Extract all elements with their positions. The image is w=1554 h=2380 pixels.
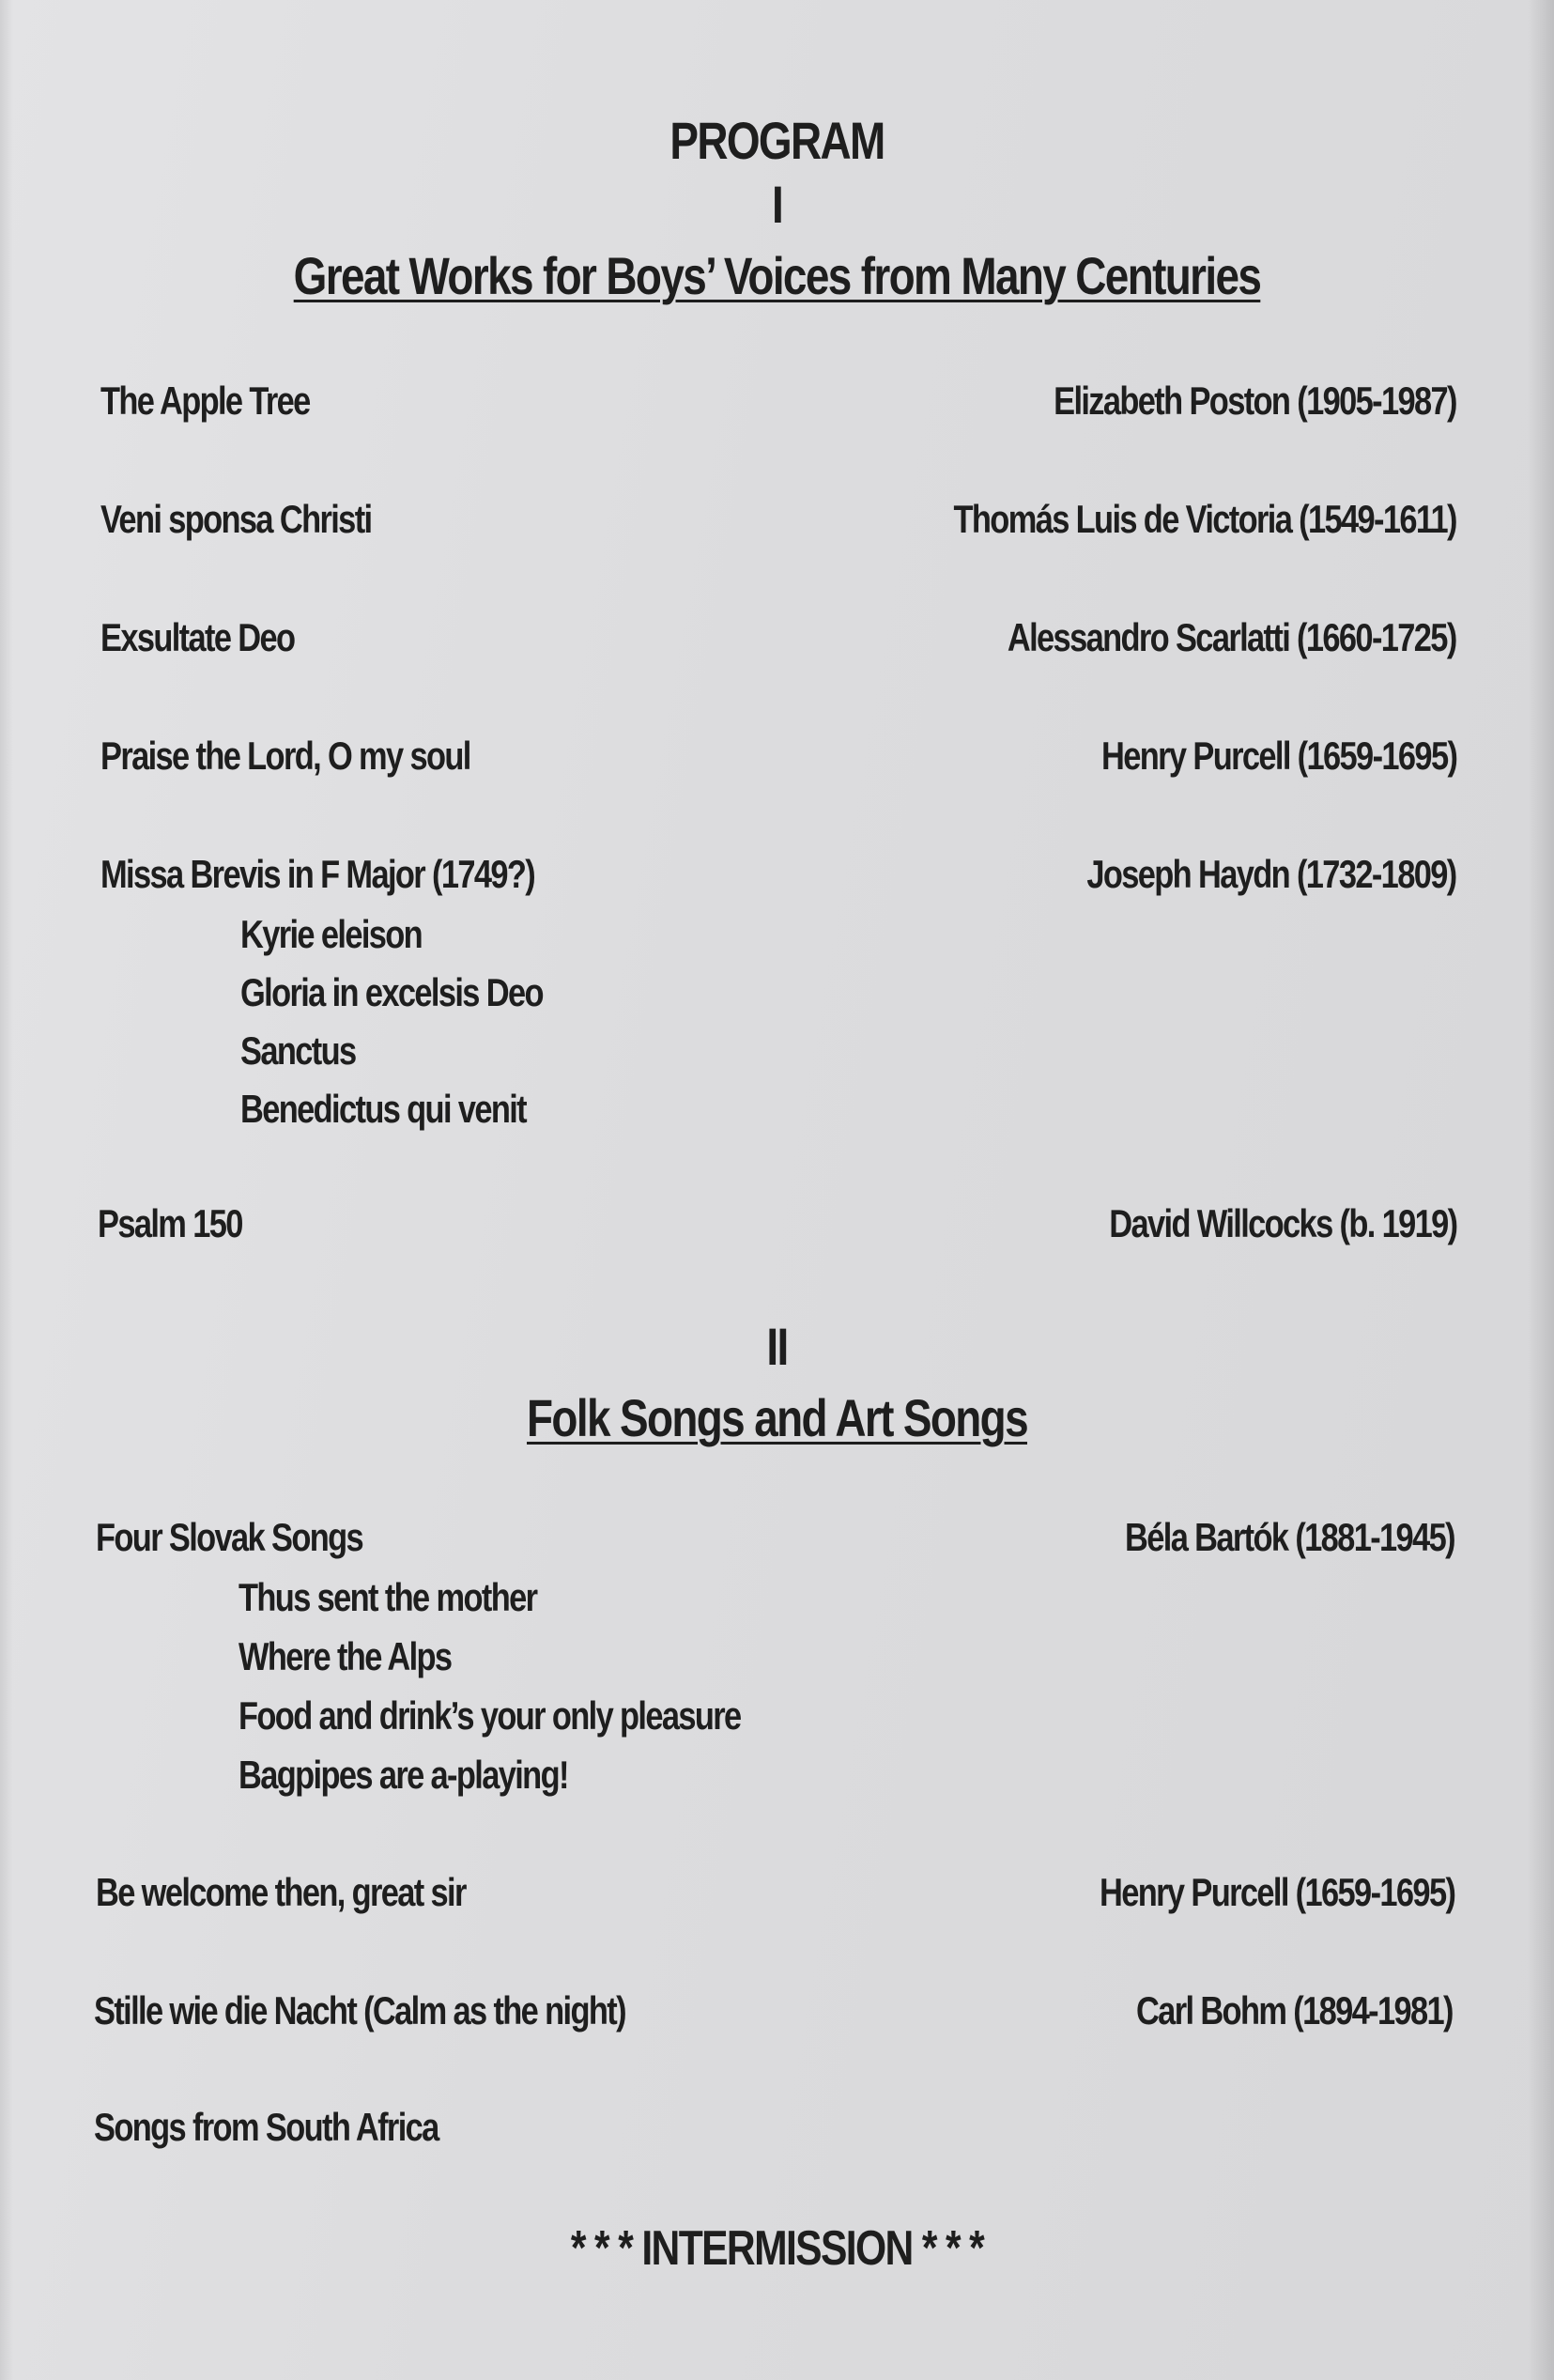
- piece-title: Veni sponsa Christi: [100, 497, 372, 541]
- intermission-label: * * * INTERMISSION * * *: [570, 2221, 984, 2276]
- movement-title: Thus sent the mother: [238, 1575, 537, 1619]
- movement-title: Gloria in excelsis Deo: [240, 970, 543, 1014]
- movement-title: Sanctus: [240, 1028, 356, 1073]
- piece-title: Missa Brevis in F Major (1749?): [100, 852, 535, 896]
- piece-composer: Carl Bohm (1894-1981): [1136, 1988, 1453, 2032]
- piece-title: The Apple Tree: [100, 379, 310, 423]
- paper-fold-shadow: [0, 0, 13, 2380]
- piece-composer: Henry Purcell (1659-1695): [1100, 734, 1456, 778]
- piece-composer: Alessandro Scarlatti (1660-1725): [1008, 615, 1456, 659]
- piece-composer: Thomás Luis de Victoria (1549-1611): [953, 497, 1456, 541]
- piece-composer: Joseph Haydn (1732-1809): [1086, 852, 1456, 896]
- movement-title: Kyrie eleison: [240, 912, 423, 956]
- program-title: PROGRAM: [669, 111, 885, 170]
- section-1-numeral: I: [771, 175, 783, 234]
- section-1-heading: Great Works for Boys’ Voices from Many Centuries: [293, 246, 1261, 305]
- movement-title: Where the Alps: [238, 1634, 452, 1678]
- piece-title: Praise the Lord, O my soul: [100, 734, 470, 778]
- section-2-heading: Folk Songs and Art Songs: [527, 1388, 1027, 1447]
- movement-title: Food and drink’s your only pleasure: [238, 1693, 741, 1738]
- piece-composer: Béla Bartók (1881-1945): [1125, 1515, 1454, 1559]
- section-2-numeral: II: [766, 1317, 788, 1376]
- piece-composer: David Willcocks (b. 1919): [1108, 1201, 1456, 1245]
- piece-title: Exsultate Deo: [100, 615, 295, 659]
- piece-composer: Henry Purcell (1659-1695): [1099, 1870, 1454, 1914]
- piece-title: Be welcome then, great sir: [96, 1870, 466, 1914]
- piece-composer: Elizabeth Poston (1905-1987): [1054, 379, 1456, 423]
- movement-title: Bagpipes are a-playing!: [238, 1753, 568, 1797]
- piece-title: Stille wie die Nacht (Calm as the night): [94, 1988, 625, 2032]
- piece-title: Songs from South Africa: [94, 2105, 439, 2149]
- movement-title: Benedictus qui venit: [240, 1087, 527, 1131]
- piece-title: Psalm 150: [98, 1201, 242, 1245]
- paper-edge-shadow: [1528, 0, 1554, 2380]
- piece-title: Four Slovak Songs: [96, 1515, 363, 1559]
